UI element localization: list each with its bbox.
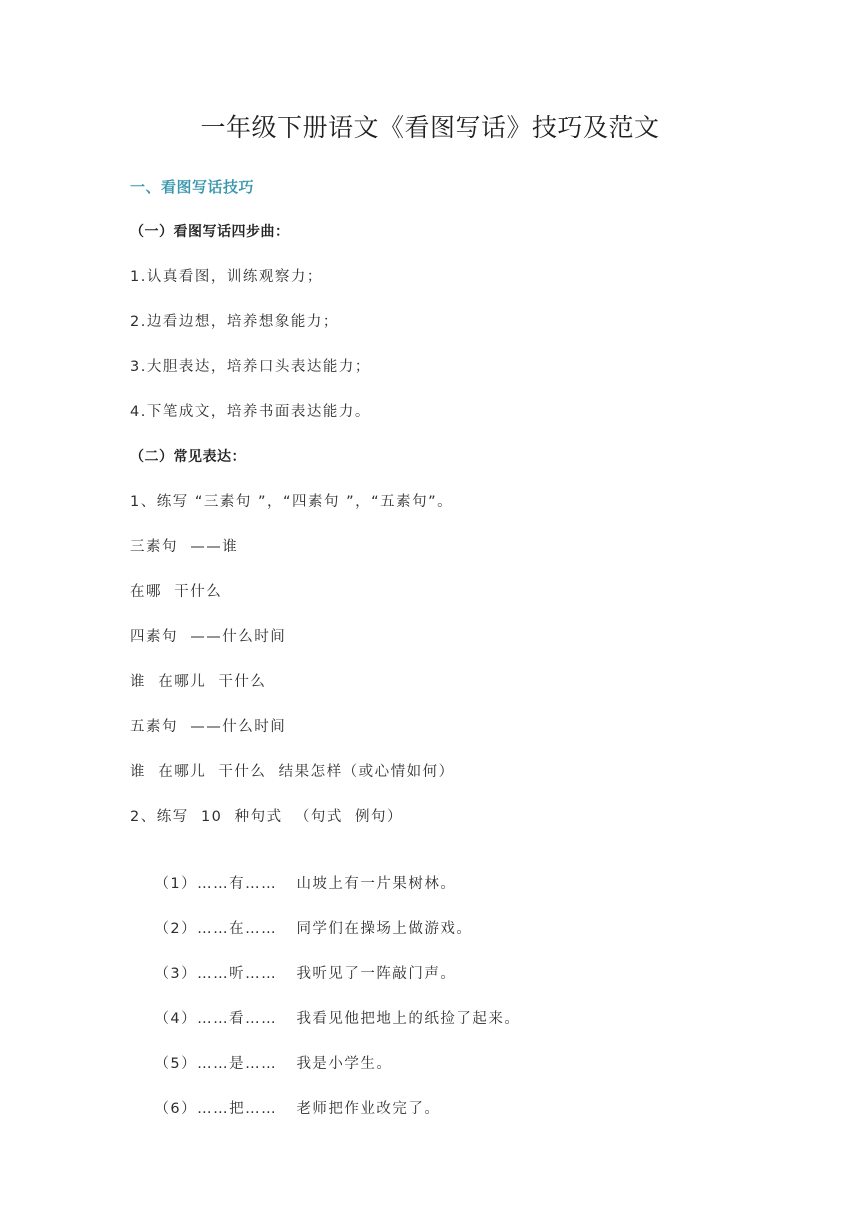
expression-line: 谁 在哪儿 干什么 结果怎样（或心情如何） xyxy=(130,764,455,780)
subsection-heading-steps: （一）看图写话四步曲： xyxy=(130,224,290,240)
expression-line: 谁 在哪儿 干什么 xyxy=(130,674,267,690)
example-sentence: 我看见他把地上的纸捡了起来。 xyxy=(296,1011,521,1027)
expression-line: 五素句 ——什么时间 xyxy=(130,719,287,735)
sentence-pattern: （3）……听…… xyxy=(154,966,278,982)
subsection-heading-expressions: （二）常见表达： xyxy=(130,449,246,465)
sentence-pattern: （4）……看…… xyxy=(154,1011,278,1027)
sentence-pattern: （2）……在…… xyxy=(154,921,278,937)
example-sentence: 山坡上有一片果树林。 xyxy=(296,876,457,892)
expression-line: 四素句 ——什么时间 xyxy=(130,629,287,645)
section-heading: 一、看图写话技巧 xyxy=(130,178,255,196)
step-line: 3.大胆表达，培养口头表达能力； xyxy=(130,359,371,375)
example-sentence: 我听见了一阵敲门声。 xyxy=(296,966,457,982)
example-sentence: 老师把作业改完了。 xyxy=(296,1101,441,1117)
sentence-pattern: （5）……是…… xyxy=(154,1056,278,1072)
expression-line: 2、练写 10 种句式 （句式 例句） xyxy=(130,809,404,825)
example-sentence: 我是小学生。 xyxy=(296,1056,393,1072)
expression-line: 三素句 ——谁 xyxy=(130,539,239,555)
step-line: 4.下笔成文，培养书面表达能力。 xyxy=(130,404,371,420)
expression-line: 在哪 干什么 xyxy=(130,584,223,600)
step-line: 2.边看边想，培养想象能力； xyxy=(130,314,339,330)
sentence-pattern: （1）……有…… xyxy=(154,876,278,892)
page-title: 一年级下册语文《看图写话》技巧及范文 xyxy=(200,113,660,142)
step-line: 1.认真看图，训练观察力； xyxy=(130,269,323,285)
example-sentence: 同学们在操场上做游戏。 xyxy=(296,921,473,937)
expression-line: 1、练写 “三素句 ”，“四素句 ”，“五素句”。 xyxy=(130,494,454,510)
sentence-pattern: （6）……把…… xyxy=(154,1101,278,1117)
example-row xyxy=(130,1076,440,1142)
